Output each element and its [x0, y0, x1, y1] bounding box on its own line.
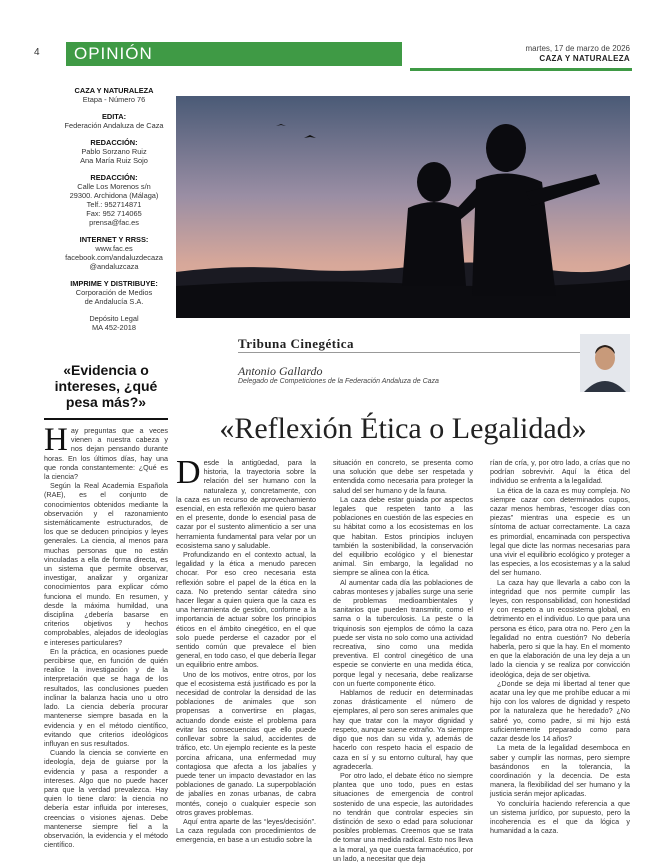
masthead-redaccion-2: Ana María Ruiz Sojo [80, 156, 148, 165]
section-banner [66, 42, 402, 66]
masthead-address-4: Fax: 952 714065 [86, 209, 142, 218]
article-paragraph: La caza hay que llevarla a cabo con la integridad que nos permite cumplir las leyes, con responsabilidad, con honestidad y con respeto a un ecosistema global, en detrimento en el individuo. Lo que para una persona es ético, para otra no. Pero ¿en la legalidad no entra cuestión? No debería haberla, pero si que la hay. En el momento en que la elaboración de una ley deja a un lado la ciencia y se realiza por convicción ideológica, deja de ser objetiva. [490, 577, 630, 679]
article-column-2 [333, 458, 473, 863]
masthead-deposito-2: MA 452-2018 [92, 323, 136, 332]
article-drop-cap: D [176, 454, 201, 491]
article-paragraph: La caza debe estar guiada por aspectos legales que respeten tanto a las poblaciones en cuestión de las especies en su hábitat como a los ecosistemas en los que habitan. Estos principios incluyen también la sostenibilidad, la conservación del equilibrio ecológico y el bienestar animal. Sin embargo, la legalidad no siempre se alinea con la ética. [333, 494, 473, 578]
article-paragraph: La ética de la caza es muy compleja. No siempre cazar con determinados cupos, cazar menos hembras, “escoger días con piezas” mientras una especie es un síntoma de actuar correctamente. La caza es primordial, encaminada con perspectiva legal que dicte las normas necesarias para una vivir el equilibrio ecológico y proteger a las especies, a los ecosistemas y a la salud del ser humano. [490, 485, 630, 578]
article-paragraph: ¿Donde se deja mi libertad al tener que acatar una ley que me prohíbe educar a mi hijo con los valores de dignidad y respeto por la naturaleza que he heredado? ¿No sabré yo, como padre, si mi hijo está suficientemente preparado como para cazar desde los 14 años? [490, 678, 630, 744]
header-rule [410, 68, 632, 71]
author-name: Antonio Gallardo [238, 364, 323, 378]
masthead-redaccion-1: Pablo Sorzano Ruiz [81, 147, 147, 156]
masthead-internet-2: facebook.com/andaluzdecaza [65, 253, 163, 262]
masthead-internet-1: www.fac.es [95, 244, 133, 253]
masthead-imprime-1: Corporación de Medios [75, 288, 153, 297]
article-column-3 [490, 458, 630, 835]
masthead-redaccion-label: REDACCIÓN: [90, 138, 138, 147]
masthead-imprime-2: de Andalucía S.A. [84, 297, 144, 306]
sidebar-paragraph: En la práctica, en ocasiones puede percibirse que, en función de quién realice la investigación y de la interpretación que se haga de los resultados, las conclusiones pueden inclinar la balanza hacia uno u otro lado. La ciencia debería procurar mantenerse siempre basada en la evidencia y en el método científico, evitando que criterios ideológicos influyan en sus resultados. [44, 646, 168, 748]
masthead-edita: Federación Andaluza de Caza [64, 121, 164, 130]
article-paragraph: Al aumentar cada día las poblaciones de cabras monteses y jabalíes surge una serie de problemas medioambientales y sanitarios que pueden transmitir, como el sarna o la tuberculosis. La peste o la triquinosis son ejemplos de cómo la caza puede ser vista no solo como una actividad recreativa, sino como una medida preventiva. El control cinegético de una especie se convierte en una medida ética, porque legal y necesaria, debe realizarse con un fuerte componente ético. [333, 577, 473, 688]
masthead-deposito-1: Depósito Legal [89, 314, 139, 323]
hero-photo [176, 96, 630, 318]
article-paragraph: Uno de los motivos, entre otros, por los que el ecosistema está justificado es por la necesidad de controlar la densidad de las poblaciones de animales que son propensas a convertirse en plagas, actuando donde existe el problema para evitar las consecuencias que ello puede conllevar sobre la salud, accidentes de tráfico, etc. Un ejemplo reciente es la peste porcina africana, una enfermedad muy contagiosa que afecta a los jabalíes y puede tener un impacto devastador en las poblaciones de ganado. La superpoblación de jabalíes en zonas urbanas, de cabra montés, conejo o cualquier especie son otros graves problemas. [176, 669, 316, 817]
article-paragraph: Hablamos de reducir en determinadas zonas drásticamente el número de ejemplares, al pero son seres animales que hay que tratar con la mayor dignidad y respeto, aunque suene extraño. Ya siempre digo que nos dan su vida y, además de hacerlo con respeto hacia el espacio de caza en sí y su entorno cultural, hay que agradecerla. [333, 688, 473, 771]
header-publication: CAZA Y NATURALEZA [539, 54, 630, 63]
sidebar-body [44, 422, 168, 850]
author-portrait [580, 334, 630, 392]
article-paragraph: Por otro lado, el debate ético no siempre plantea que uno todo, pues en estas situaciones de emergencia de control sostenido de una especie, las autoridades no tendrán que controlar especies sin distinción de sexo o edad para solucionar posibles problemas. Creemos que se trata de tomar una medida radical. Esto nos lleva a la moral, ya que cuesta farmacéutico, por un lado, a necesitar que deja [333, 770, 473, 863]
masthead-address-5: prensa@fac.es [89, 218, 139, 227]
sidebar-paragraph [44, 422, 168, 482]
article-paragraph: rían de cría, y, por otro lado, a crías que no podrían sobrevivir. Aquí la ética del individuo se enfrenta a la legalidad. [490, 458, 630, 486]
tribuna-rule [238, 352, 584, 353]
header-date: martes, 17 de marzo de 2026 [525, 44, 630, 53]
sidebar-paragraph-text: ay preguntas que a veces vienen a nuestra cabeza y nos dejan pensando durante horas. En los últimos días, hay una que ronda constantemente: ¿Qué es la ciencia? [44, 426, 168, 482]
article-paragraph: situación en concreto, se presenta como una solución que debe ser respetada y entendida como necesaria para proteger la salud del ser humano y de la fauna. [333, 458, 473, 495]
article-paragraph: Profundizando en el contexto actual, la legalidad y la ética a menudo parecen chocar. Por eso creo necesaria esta reflexión sobre el papel de la ética en la caza. No pretendo sentar cátedra sino hacer llegar a quien quiera que la caza es una herramienta de gestión, conforme a la importancia de actuar sobre los principios éticos en el ámbito cinegético, en el que solo puede perderse el cazador por el sentido común que prevalece el bien general, en todo caso, el que debería llegar un equilibrio entre ambos. [176, 550, 316, 670]
masthead-imprime-label: IMPRIME Y DISTRIBUYE: [70, 279, 158, 288]
article-column-1 [176, 454, 316, 845]
page-number: 4 [34, 47, 40, 58]
article-paragraph: La meta de la legalidad desemboca en saber y cumplir las normas, pero siempre basándonos en la tolerancia, la coordinación y la decencia. De esta manera, la flexibilidad del ser humano y la justicia serán mejor aplicadas. [490, 743, 630, 799]
section-title: OPINIÓN [74, 44, 153, 63]
sidebar-rule [44, 418, 168, 420]
author-role: Delegado de Competiciones de la Federación Andaluza de Caza [238, 378, 439, 385]
sidebar-drop-cap: H [44, 422, 68, 458]
masthead-internet-label: INTERNET Y RRSS: [79, 235, 149, 244]
article-paragraph-text: esde la antigüedad, para la historia, la trayectoria sobre la relación del ser humano con la naturaleza y, concretamente, con la caza es un recurso de aprovechamiento esencial, en esta reflexión me quiero basar en el presente, donde lo esencial pasa de cazar por el sustento alimenticio a ser una herramienta fundamental para velar por un ecosistema sano y saludable. [176, 458, 316, 550]
masthead-edita-label: EDITA: [101, 112, 127, 121]
article-paragraph: Yo concluiría haciendo referencia a que un sistema jurídico, por supuesto, pero la incoherencia es el que da lógica y humanidad a la caza. [490, 798, 630, 836]
article-paragraph: Aquí entra aparte de las “leyes/decisión”. La caza regulada con procedimientos de emergencia, en base a un estudio sobre la [176, 816, 316, 845]
article-headline: «Reflexión Ética o Legalidad» [219, 412, 587, 445]
masthead-address-3: Telf.: 952714871 [86, 200, 142, 209]
masthead [62, 86, 166, 332]
masthead-issue: Etapa - Número 76 [82, 95, 146, 104]
masthead-internet-3: @andaluzcaza [89, 262, 139, 271]
masthead-address-2: 29300. Archidona (Málaga) [69, 191, 159, 200]
sidebar-title: «Evidencia o intereses, ¿qué pesa más?» [54, 362, 158, 410]
masthead-title: CAZA Y NATURALEZA [74, 86, 154, 95]
sidebar-paragraph: Según la Real Academia Española (RAE), es el conjunto de conocimientos obtenidos mediante la observación y el razonamiento sistemáticamente estructurados, de los que se deducen principios y leyes generales. La ciencia, al menos para muchas personas que no están vinculadas a ella de forma directa, es un sistema que permite observar, investigar, analizar y organizar conocimientos para explicar cómo funciona el mundo. En resumen, y desde la máxima humildad, una disciplina ¿debería basarse en criterios objetivos y hechos comprobables, alejados de ideologías e intereses particulares? [44, 481, 168, 647]
masthead-redaccion2-label: REDACCIÓN: [90, 173, 138, 182]
sidebar-paragraph: Cuando la ciencia se convierte en ideología, deja de guiarse por la evidencia y pasa a responder a intereses. Algo que no puede hacer para que la verdad prevalezca. Hay quien lo tiene claro: la ciencia no debería estar influida por intereses, creencias o visiones ajenas. Debe mantenerse siempre fiel a la observación, la evidencia y el método científico. [44, 748, 168, 850]
masthead-address-1: Calle Los Morenos s/n [77, 182, 151, 191]
tribuna-label: Tribuna Cinegética [238, 336, 355, 351]
article-paragraph [176, 454, 316, 550]
